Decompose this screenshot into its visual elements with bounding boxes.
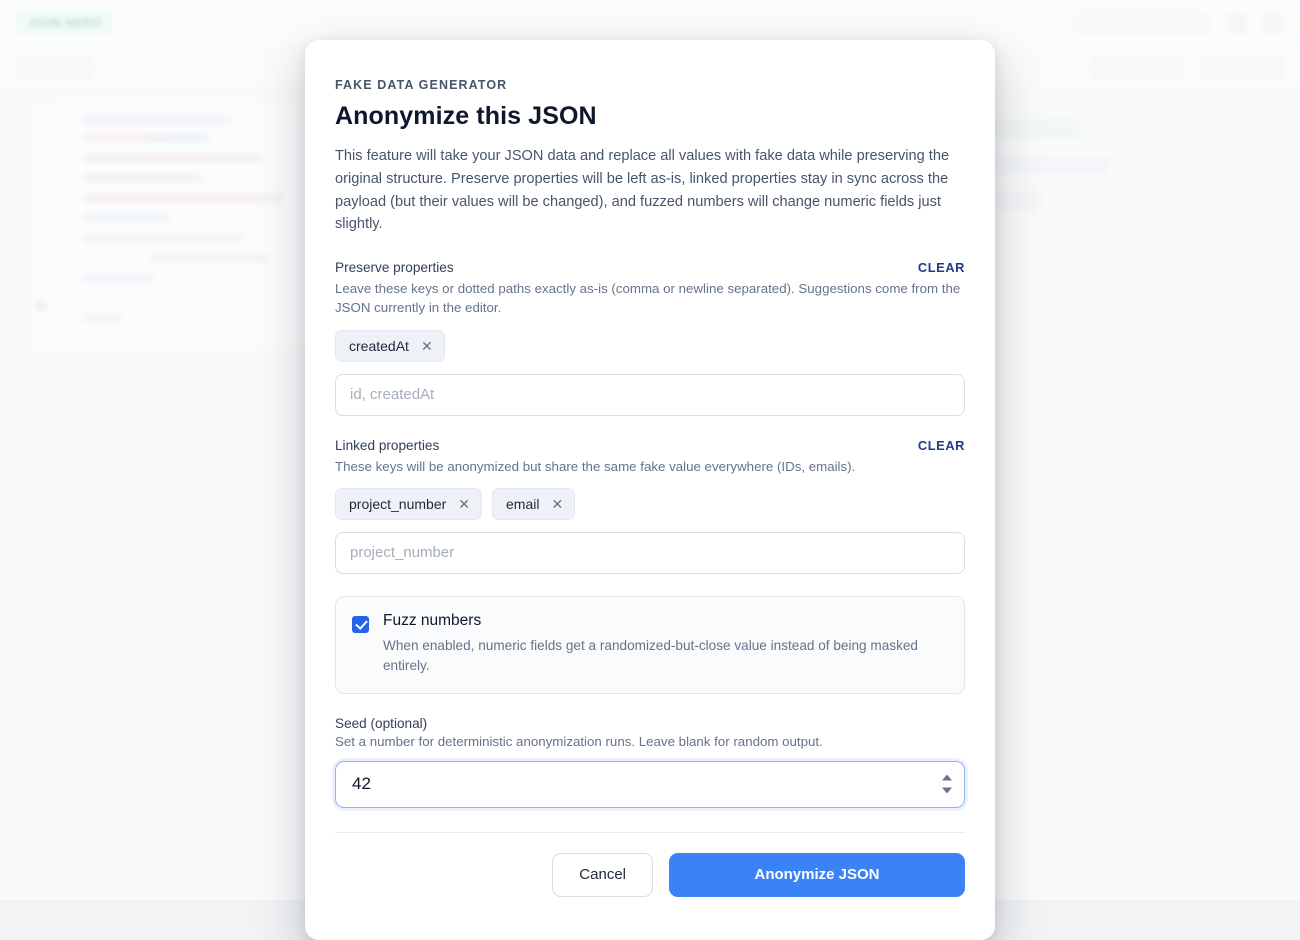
linked-properties-help: These keys will be anonymized but share the same fake value everywhere (IDs, emails). [335,457,965,476]
chip-label: project_number [349,496,446,512]
chip-createdat[interactable] [335,330,445,362]
anonymize-json-dialog [305,40,995,940]
fuzz-numbers-text [383,612,948,677]
chip-project-number[interactable] [335,488,482,520]
fuzz-numbers-option[interactable] [335,596,965,694]
cancel-button[interactable]: Cancel [552,853,653,897]
chip-label: createdAt [349,338,409,354]
close-icon[interactable]: ✕ [551,497,563,511]
dialog-eyebrow: FAKE DATA GENERATOR [335,78,965,92]
linked-properties-input[interactable] [335,532,965,574]
chip-email[interactable] [492,488,575,520]
linked-properties-header [335,438,965,453]
dialog-footer [335,832,965,897]
linked-properties-label: Linked properties [335,438,439,453]
stepper-down-icon[interactable] [942,788,952,794]
linked-chip-list [335,488,965,520]
preserve-clear-button[interactable]: CLEAR [918,260,965,275]
preserve-properties-header [335,260,965,275]
close-icon[interactable]: ✕ [421,339,433,353]
close-icon[interactable]: ✕ [458,497,470,511]
fuzz-numbers-label: Fuzz numbers [383,612,948,630]
stepper-up-icon[interactable] [942,775,952,781]
preserve-properties-help: Leave these keys or dotted paths exactly as-is (comma or newline separated). Suggestions come from the JSON currently in the editor. [335,279,965,318]
preserve-chip-list [335,330,965,362]
preserve-properties-input[interactable] [335,374,965,416]
seed-field-wrapper [335,761,965,808]
number-stepper[interactable] [942,775,952,794]
anonymize-json-button[interactable]: Anonymize JSON [669,853,965,897]
fuzz-numbers-description: When enabled, numeric fields get a randomized-but-close value instead of being masked entirely. [383,636,948,677]
fuzz-numbers-checkbox[interactable] [352,616,369,633]
preserve-properties-label: Preserve properties [335,260,454,275]
seed-label: Seed (optional) [335,716,965,731]
seed-help: Set a number for deterministic anonymization runs. Leave blank for random output. [335,734,965,749]
dialog-description: This feature will take your JSON data and replace all values with fake data while preserving the original structure. Preserve properties will be left as-is, linked properties stay in sync across the payload (but their values will be changed), and fuzzed numbers will change numeric fields just slightly. [335,145,965,236]
seed-input[interactable] [335,761,965,808]
linked-clear-button[interactable]: CLEAR [918,438,965,453]
chip-label: email [506,496,539,512]
page-title: Anonymize this JSON [335,102,965,131]
